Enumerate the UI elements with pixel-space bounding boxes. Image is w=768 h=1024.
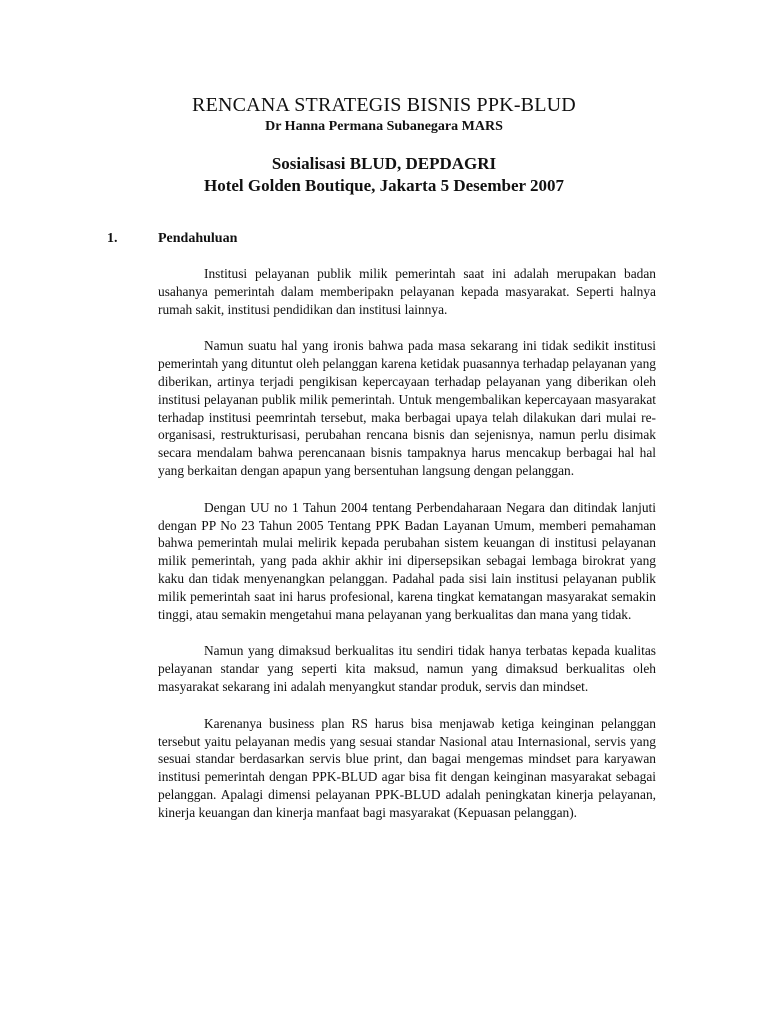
paragraph: Namun yang dimaksud berkualitas itu sendiri tidak hanya terbatas kepada kualitas pelayanan standar yang seperti kita maksud, namun yang dimaksud berkualitas oleh masyarakat sekarang ini adalah menyangkut standar produk, servis dan mindset. — [158, 643, 656, 694]
event-line-2: Hotel Golden Boutique, Jakarta 5 Desember 2007 — [204, 176, 564, 195]
document-title: RENCANA STRATEGIS BISNIS PPK-BLUD — [192, 94, 576, 116]
paragraph: Dengan UU no 1 Tahun 2004 tentang Perbendaharaan Negara dan ditindak lanjuti dengan PP No 23 Tahun 2005 Tentang PPK Badan Layanan Umum, memberi pemahaman bahwa pemerintah mulai melirik kepada perubahan sistem keuangan di institusi pelayanan milik pemerintah, yang pada akhir akhir ini dipersepsikan sebagai lembaga birokrat yang kaku dan tidak menyenangkan pelanggan. Padahal pada sisi lain institusi pelayanan publik milik pemerintah saat ini harus profesional, karena tingkat kematangan masyarakat semakin tinggi, atau semakin mengetahui mana pelayanan yang berkualitas dan mana yang tidak. — [158, 499, 656, 622]
paragraph: Namun suatu hal yang ironis bahwa pada masa sekarang ini tidak sedikit institusi pemerintah yang dituntut oleh pelanggan karena ketidak puasannya terhadap pelayanan yang diberikan, artinya terjadi pengikisan kepercayaan terhadap pelayanan yang diberikan oleh institusi pelayanan publik milik pemerintah. Untuk mengembalikan kepercayaan masyarakat terhadap institusi peemrintah tersebut, maka berbagai upaya telah dilakukan dari mulai re-organisasi, restrukturisasi, perubahan rencana bisnis dan sejenisnya, namun perlu disimak secara mendalam bahwa perencanaan bisnis tampaknya harus mencakup berbagai hal hal yang berkaitan dengan apapun yang bersentuhan langsung dengan pelanggan. — [158, 338, 656, 478]
document-author: Dr Hanna Permana Subanegara MARS — [265, 119, 503, 134]
paragraph: Karenanya business plan RS harus bisa menjawab ketiga keinginan pelanggan tersebut yaitu pelayanan medis yang sesuai standar Nasional atau Internasional, servis yang sesuai standar berdasarkan servis blue print, dan bagai mengemas mindset para karyawan institusi pemerintah dengan PPK-BLUD agar bisa fit dengan keinginan masyarakat sebagai pelanggan. Apalagi dimensi pelayanan PPK-BLUD adalah peningkatan kinerja pelayanan, kinerja keuangan dan kinerja manfaat bagi masyarakat (Kepuasan pelanggan). — [158, 715, 656, 820]
event-info — [0, 153, 768, 197]
paragraph: Institusi pelayanan publik milik pemerintah saat ini adalah merupakan badan usahanya pemerintah dalam memberipakn pelayanan kepada masyarakat. Seperti halnya rumah sakit, institusi pendidikan dan institusi lainnya. — [158, 266, 656, 317]
event-line-1: Sosialisasi BLUD, DEPDAGRI — [271, 154, 497, 173]
section-body — [158, 265, 656, 841]
section-heading — [107, 231, 237, 247]
section-title: Pendahuluan — [158, 231, 238, 246]
section-number: 1. — [107, 231, 118, 246]
